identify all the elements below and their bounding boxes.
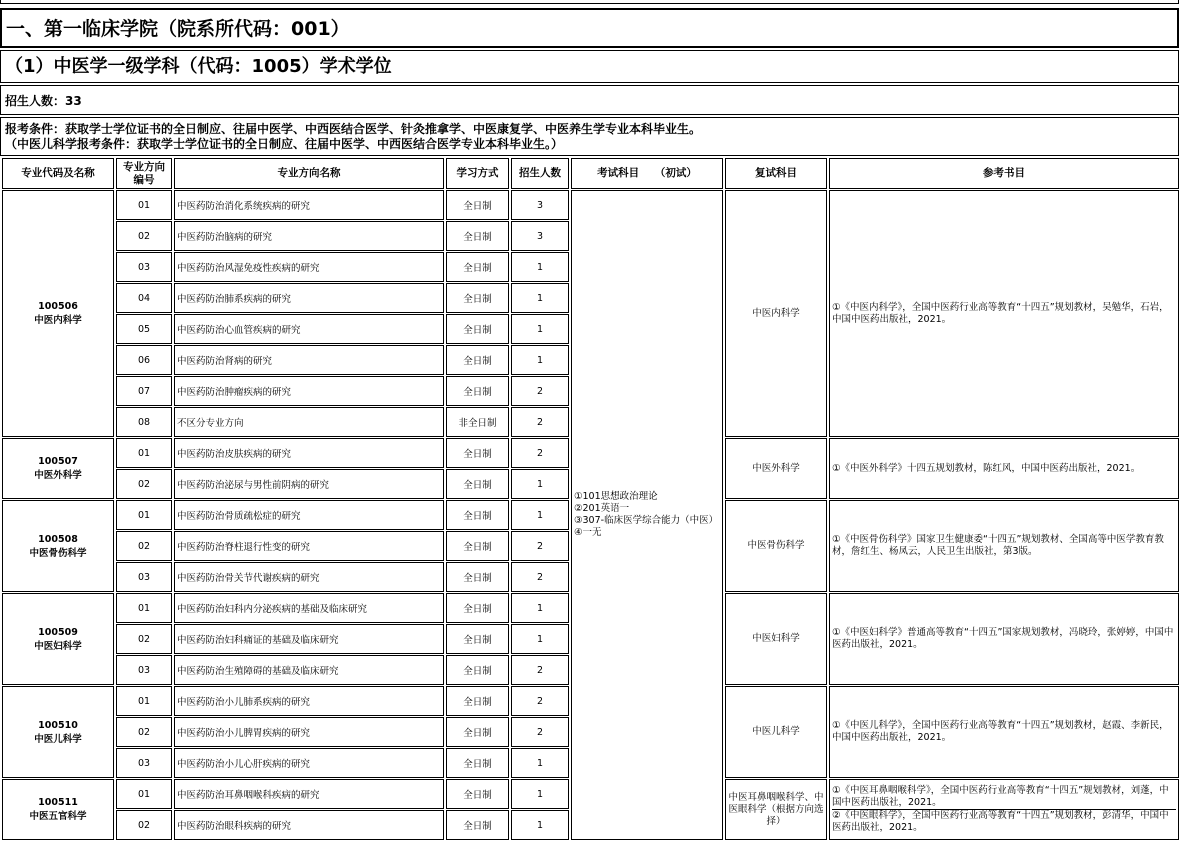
quota-cell: 1 bbox=[511, 779, 569, 809]
major-name: 中医内科学 bbox=[34, 315, 82, 326]
enrollment-count: 招生人数：33 bbox=[0, 85, 1179, 115]
quota-cell: 1 bbox=[511, 314, 569, 344]
major-code: 100511 bbox=[38, 797, 78, 808]
reference-book: ①《中医外科学》十四五规划教材，陈红风，中国中医药出版社，2021。 bbox=[832, 462, 1141, 474]
major-name: 中医骨伤科学 bbox=[29, 547, 87, 559]
reference-books-cell bbox=[829, 438, 1179, 499]
study-mode-cell: 全日制 bbox=[446, 190, 509, 220]
admission-table bbox=[0, 157, 1181, 841]
reference-books-cell bbox=[829, 500, 1179, 592]
direction-no-cell: 05 bbox=[116, 314, 172, 344]
study-mode-cell: 全日制 bbox=[446, 531, 509, 561]
quota-cell: 3 bbox=[511, 221, 569, 251]
exam-subjects-cell bbox=[571, 190, 723, 840]
quota-cell: 2 bbox=[511, 562, 569, 592]
quota-cell: 2 bbox=[511, 686, 569, 716]
direction-no-cell: 02 bbox=[116, 221, 172, 251]
quota-cell: 1 bbox=[511, 283, 569, 313]
direction-name-cell: 中医药防治肺系疾病的研究 bbox=[174, 283, 444, 313]
exam-subject-line4: ④一无 bbox=[574, 527, 602, 538]
major-code-name-cell bbox=[2, 190, 114, 437]
direction-name-cell: 中医药防治皮肤疾病的研究 bbox=[174, 438, 444, 468]
study-mode-cell: 全日制 bbox=[446, 810, 509, 840]
study-mode-cell: 非全日制 bbox=[446, 407, 509, 437]
direction-name-cell: 中医药防治骨关节代谢疾病的研究 bbox=[174, 562, 444, 592]
study-mode-cell: 全日制 bbox=[446, 252, 509, 282]
major-code-name-cell bbox=[2, 438, 114, 499]
section-subtitle: （1）中医学一级学科（代码：1005）学术学位 bbox=[0, 50, 1179, 83]
table-body bbox=[2, 190, 1179, 840]
direction-name-cell: 不区分专业方向 bbox=[174, 407, 444, 437]
major-code: 100507 bbox=[38, 456, 78, 467]
major-code: 100508 bbox=[38, 533, 78, 545]
direction-no-cell: 08 bbox=[116, 407, 172, 437]
header-code-name: 专业代码及名称 bbox=[2, 158, 114, 189]
page-title: 一、第一临床学院（院系所代码：001） bbox=[0, 8, 1179, 48]
requirement-line-1: 报考条件：获取学士学位证书的全日制应、往届中医学、中西医结合医学、针灸推拿学、中医康复学、中医养生学专业本科毕业生。 bbox=[5, 122, 702, 136]
table-header-row bbox=[2, 158, 1179, 189]
quota-cell: 2 bbox=[511, 438, 569, 468]
direction-name-cell: 中医药防治小儿心肝疾病的研究 bbox=[174, 748, 444, 778]
direction-no-cell: 02 bbox=[116, 624, 172, 654]
direction-name-cell: 中医药防治风湿免疫性疾病的研究 bbox=[174, 252, 444, 282]
direction-no-cell: 01 bbox=[116, 686, 172, 716]
retest-subject-cell: 中医内科学 bbox=[725, 190, 827, 437]
top-border bbox=[0, 0, 1179, 4]
study-mode-cell: 全日制 bbox=[446, 593, 509, 623]
major-code-name-cell bbox=[2, 779, 114, 840]
direction-name-cell: 中医药防治肾病的研究 bbox=[174, 345, 444, 375]
quota-cell: 1 bbox=[511, 500, 569, 530]
direction-name-cell: 中医药防治生殖障碍的基础及临床研究 bbox=[174, 655, 444, 685]
retest-subject-cell: 中医妇科学 bbox=[725, 593, 827, 685]
major-name: 中医外科学 bbox=[34, 470, 82, 481]
study-mode-cell: 全日制 bbox=[446, 624, 509, 654]
direction-name-cell: 中医药防治脑病的研究 bbox=[174, 221, 444, 251]
quota-cell: 2 bbox=[511, 655, 569, 685]
reference-book: ②《中医眼科学》，全国中医药行业高等教育“十四五”规划教材，彭清华，中国中医药出版社，2021。 bbox=[832, 810, 1169, 833]
quota-cell: 1 bbox=[511, 345, 569, 375]
study-mode-cell: 全日制 bbox=[446, 221, 509, 251]
table-row bbox=[2, 190, 1179, 220]
study-mode-cell: 全日制 bbox=[446, 376, 509, 406]
quota-cell: 2 bbox=[511, 376, 569, 406]
reference-book: ①《中医内科学》，全国中医药行业高等教育“十四五”规划教材，吴勉华，石岩，中国中医药出版社，2021。 bbox=[832, 301, 1169, 325]
retest-subject-cell: 中医儿科学 bbox=[725, 686, 827, 778]
direction-name-cell: 中医药防治妇科痛证的基础及临床研究 bbox=[174, 624, 444, 654]
direction-no-cell: 06 bbox=[116, 345, 172, 375]
major-code: 100510 bbox=[38, 719, 78, 731]
retest-subject-cell: 中医耳鼻咽喉科学、中医眼科学（根据方向选择） bbox=[725, 779, 827, 840]
reference-books-cell bbox=[829, 593, 1179, 685]
direction-no-cell: 02 bbox=[116, 810, 172, 840]
quota-cell: 1 bbox=[511, 469, 569, 499]
direction-no-cell: 01 bbox=[116, 190, 172, 220]
quota-cell: 1 bbox=[511, 748, 569, 778]
reference-book: ①《中医骨伤科学》国家卫生健康委“十四五”规划教材、全国高等中医学教育教材，詹红生、杨凤云，人民卫生出版社，第3版。 bbox=[832, 534, 1164, 557]
quota-cell: 2 bbox=[511, 717, 569, 747]
direction-name-cell: 中医药防治心血管疾病的研究 bbox=[174, 314, 444, 344]
major-code-name-cell bbox=[2, 593, 114, 685]
major-code: 100509 bbox=[38, 626, 78, 638]
requirements bbox=[0, 117, 1179, 156]
direction-name-cell: 中医药防治小儿脾胃疾病的研究 bbox=[174, 717, 444, 747]
exam-subject-line3: ③307-临床医学综合能力（中医） bbox=[574, 515, 719, 526]
direction-no-cell: 02 bbox=[116, 717, 172, 747]
direction-no-cell: 02 bbox=[116, 469, 172, 499]
direction-name-cell: 中医药防治妇科内分泌疾病的基础及临床研究 bbox=[174, 593, 444, 623]
exam-subject-line2: ②201英语一 bbox=[574, 503, 630, 514]
direction-no-cell: 01 bbox=[116, 593, 172, 623]
direction-no-cell: 03 bbox=[116, 252, 172, 282]
direction-no-cell: 03 bbox=[116, 748, 172, 778]
quota-cell: 3 bbox=[511, 190, 569, 220]
study-mode-cell: 全日制 bbox=[446, 655, 509, 685]
reference-book: ①《中医妇科学》普通高等教育“十四五”国家规划教材，冯晓玲，张婷婷，中国中医药出版社，2021。 bbox=[832, 627, 1174, 650]
major-name: 中医儿科学 bbox=[34, 733, 82, 745]
quota-cell: 1 bbox=[511, 624, 569, 654]
study-mode-cell: 全日制 bbox=[446, 345, 509, 375]
header-quota: 招生人数 bbox=[511, 158, 569, 189]
requirement-line-2: （中医儿科学报考条件：获取学士学位证书的全日制应、往届中医学、中西医结合医学专业本科毕业生。） bbox=[5, 137, 564, 151]
major-name: 中医五官科学 bbox=[29, 811, 87, 822]
quota-cell: 1 bbox=[511, 593, 569, 623]
retest-subject-cell: 中医外科学 bbox=[725, 438, 827, 499]
header-exam-subjects: 考试科目 （初试） bbox=[571, 158, 723, 189]
study-mode-cell: 全日制 bbox=[446, 469, 509, 499]
quota-cell: 2 bbox=[511, 531, 569, 561]
major-code: 100506 bbox=[38, 301, 78, 312]
study-mode-cell: 全日制 bbox=[446, 562, 509, 592]
retest-subject-cell: 中医骨伤科学 bbox=[725, 500, 827, 592]
direction-name-cell: 中医药防治脊柱退行性变的研究 bbox=[174, 531, 444, 561]
study-mode-cell: 全日制 bbox=[446, 500, 509, 530]
direction-name-cell: 中医药防治小儿肺系疾病的研究 bbox=[174, 686, 444, 716]
direction-name-cell: 中医药防治泌尿与男性前阴病的研究 bbox=[174, 469, 444, 499]
reference-book: ①《中医儿科学》，全国中医药行业高等教育“十四五”规划教材，赵霞、李新民， 中国中医药出版社，2021。 bbox=[832, 720, 1169, 743]
reference-books-cell bbox=[829, 190, 1179, 437]
header-books: 参考书目 bbox=[829, 158, 1179, 189]
study-mode-cell: 全日制 bbox=[446, 779, 509, 809]
direction-no-cell: 03 bbox=[116, 562, 172, 592]
direction-no-cell: 01 bbox=[116, 779, 172, 809]
direction-name-cell: 中医药防治骨质疏松症的研究 bbox=[174, 500, 444, 530]
direction-name-cell: 中医药防治肿瘤疾病的研究 bbox=[174, 376, 444, 406]
header-retest: 复试科目 bbox=[725, 158, 827, 189]
header-dir-name: 专业方向名称 bbox=[174, 158, 444, 189]
reference-books-cell bbox=[829, 686, 1179, 778]
major-code-name-cell bbox=[2, 500, 114, 592]
direction-no-cell: 07 bbox=[116, 376, 172, 406]
header-study-mode: 学习方式 bbox=[446, 158, 509, 189]
major-code-name-cell bbox=[2, 686, 114, 778]
direction-no-cell: 01 bbox=[116, 438, 172, 468]
study-mode-cell: 全日制 bbox=[446, 686, 509, 716]
direction-name-cell: 中医药防治眼科疾病的研究 bbox=[174, 810, 444, 840]
reference-books-cell bbox=[829, 779, 1179, 840]
quota-cell: 1 bbox=[511, 252, 569, 282]
direction-no-cell: 02 bbox=[116, 531, 172, 561]
reference-book: ①《中医耳鼻咽喉科学》，全国中医药行业高等教育“十四五”规划教材，刘蓬，中国中医药出版社，2021。 bbox=[832, 785, 1176, 810]
exam-subject-line1: ①101思想政治理论 bbox=[574, 491, 658, 502]
quota-cell: 2 bbox=[511, 407, 569, 437]
quota-cell: 1 bbox=[511, 810, 569, 840]
header-dir-no: 专业方向编号 bbox=[116, 158, 172, 189]
direction-name-cell: 中医药防治消化系统疾病的研究 bbox=[174, 190, 444, 220]
study-mode-cell: 全日制 bbox=[446, 438, 509, 468]
study-mode-cell: 全日制 bbox=[446, 283, 509, 313]
major-name: 中医妇科学 bbox=[34, 640, 82, 652]
direction-no-cell: 04 bbox=[116, 283, 172, 313]
direction-no-cell: 01 bbox=[116, 500, 172, 530]
direction-no-cell: 03 bbox=[116, 655, 172, 685]
study-mode-cell: 全日制 bbox=[446, 314, 509, 344]
study-mode-cell: 全日制 bbox=[446, 748, 509, 778]
direction-name-cell: 中医药防治耳鼻咽喉科疾病的研究 bbox=[174, 779, 444, 809]
study-mode-cell: 全日制 bbox=[446, 717, 509, 747]
